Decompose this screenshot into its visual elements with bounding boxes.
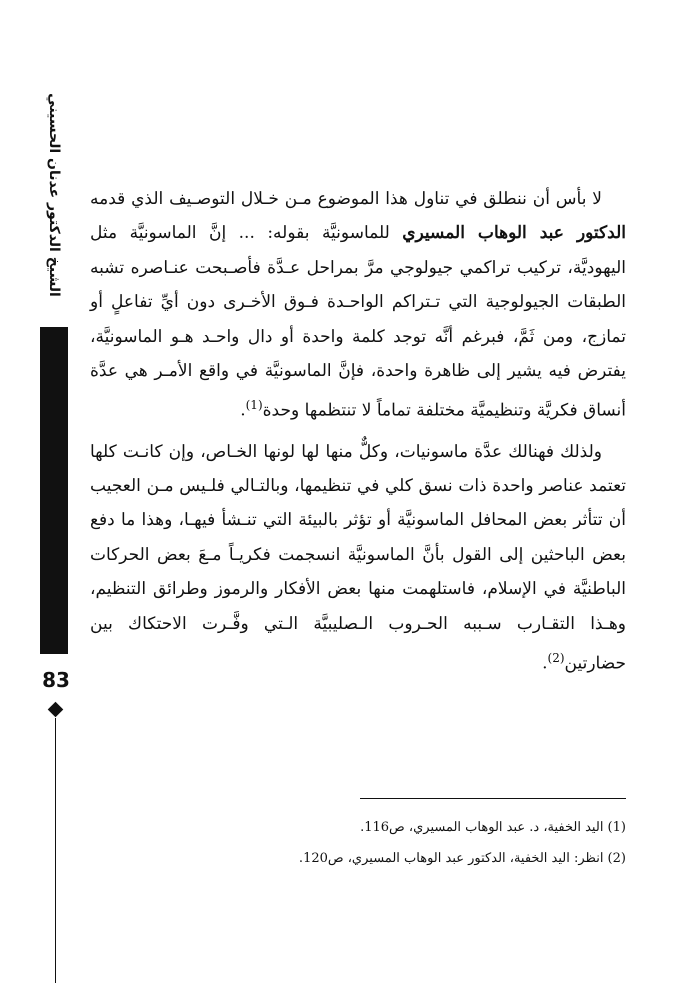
paragraph-1-end: .	[240, 401, 246, 422]
footnote-2: (2) انظر: اليد الخفية، الدكتور عبد الوهاب المسيري، ص120.	[298, 851, 626, 866]
paragraph-2	[90, 435, 626, 682]
footnote-1: (1) اليد الخفية، د. عبد الوهاب المسيري، ص116.	[360, 820, 626, 835]
paragraph-2-end: .	[542, 653, 548, 674]
body-text	[90, 182, 626, 681]
footnote-separator	[360, 798, 626, 799]
running-header-title: الشيخ الدكتور عدنان الحسيني	[46, 93, 62, 297]
footnotes	[260, 812, 626, 874]
footnote-ref-1[interactable]: (1)	[245, 398, 263, 413]
paragraph-2-text: ولذلك فهنالك عدَّة ماسونيات، وكلٌّ منها لها لونها الخـاص، وإن كانـت كلها تعتمد عناصر واحدة ذات نسق كلي في تنظيمها، وبالتـالي فلـيس مـن العجيب أن تتأثر بعض المحافل الماسونيَّة أو تؤثر بالبيئة التي تنـشأ فيهـا، وهذا ما دفع بعض الباحثين إلى القول بأنَّ الماسونيَّة انسجمت فكريـاً مـعَ بعض الحركات الباطنيَّة في الإسلام، فاستلهمت منها بعض الأفكار والرموز وطرائق التنظيم، وهـذا التقـارب سـببه الحـروب الـصليبيَّة الـتي وفَّـرت الاحتكاك بين حضارتين	[90, 441, 626, 674]
footnote-ref-2[interactable]: (2)	[547, 650, 565, 665]
paragraph-1-text-a: لا بأس أن ننطلق في تناول هذا الموضوع مـن خـلال التوصـيف الذي قدمه	[90, 189, 602, 209]
paragraph-1	[90, 182, 626, 429]
side-bar-decoration	[40, 327, 68, 654]
diamond-ornament	[48, 702, 64, 718]
paragraph-1-text-b: للماسونيَّة بقوله: ... إنَّ الماسونيَّة مثل اليهوديَّة، تركيب تراكمي جيولوجي مرَّ بمراحل عـدَّة فأصـبحت عنـاصره تشبه الطبقات الجيولوجية التي تـتراكم الواحـدة فـوق الأخـرى دون أيِّ تفاعلٍ أو تمازج، ومن ثَمَّ، فبرغم أنَّه توجد كلمة واحدة أو دال واحـد هـو الماسونيَّة، يفترض فيه يشير إلى ظاهرة واحدة، فإنَّ الماسونيَّة في واقع الأمـر هي عدَّة أنساق فكريَّة وتنظيميَّة مختلفة تماماً لا تنتظمها وحدة	[90, 223, 626, 422]
running-header	[34, 92, 74, 298]
side-rule	[55, 718, 56, 983]
page-number: 83	[42, 668, 70, 692]
author-name-bold: الدكتور عبد الوهاب المسيري	[402, 223, 626, 244]
